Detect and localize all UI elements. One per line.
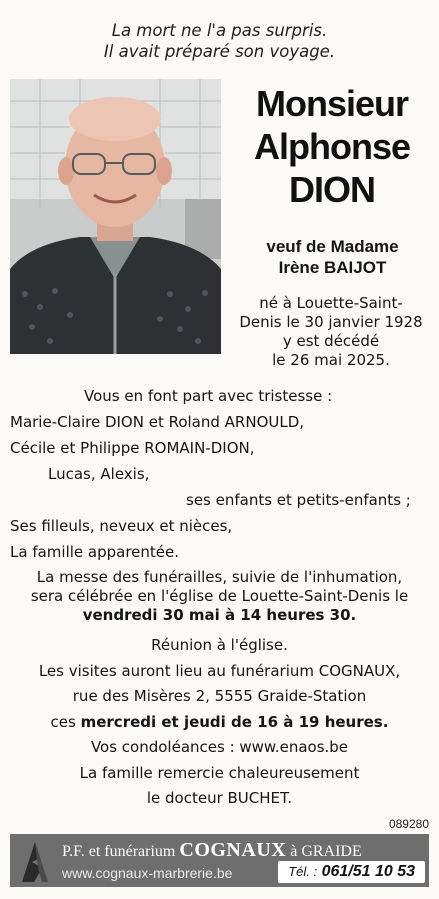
funeral-home-brand: COGNAUX [179,839,287,861]
funeral-line: La messe des funérailles, suivie de l'inhumation, [36,568,403,586]
birth-line: né à Louette-Saint- [259,294,403,312]
epigraph-line: La mort ne l'a pas surpris. [111,21,328,40]
funeral-info [0,568,439,625]
funeral-home-logo-icon [16,838,54,883]
deceased-first-name: Alphonse [253,126,410,167]
reference-number: 089280 [388,817,429,831]
funeral-date [0,606,439,625]
thanks-line: le docteur BUCHET. [146,789,293,807]
deceased-title: Monsieur [255,83,408,124]
family-line: Marie-Claire DION et Roland ARNOULD, [10,413,305,431]
epigraph [0,20,439,62]
condolences-line: Vos condoléances : www.enaos.be [90,738,349,756]
widow-line: Irène BAIJOT [278,258,387,277]
funeral-home-banner [10,834,429,887]
family-intro: Vous en font part avec tristesse : [84,387,333,405]
deceased-last-name: DION [289,169,375,210]
birth-death-info [232,294,430,370]
epigraph-line: Il avait préparé son voyage. [103,42,336,61]
visit-hours-prefix: ces [50,712,81,731]
phone-number[interactable]: 061/51 10 53 [321,863,415,880]
birth-line: Denis le 30 janvier 1928 [239,313,423,331]
funeral-date-bold: vendredi 30 mai à 14 heures 30. [82,606,357,624]
family-line: Lucas, Alexis, [48,465,150,483]
funeral-home-website[interactable]: www.cognaux-marbrerie.be [62,865,233,881]
family-line: ses enfants et petits-enfants ; [186,491,411,509]
visit-hours-bold: mercredi et jeudi de 16 à 19 heures. [80,712,389,731]
visit-info [0,633,439,812]
family-line: La famille apparentée. [10,543,180,561]
funeral-line: sera célébrée en l'église de Louette-Saint-Denis le [30,587,409,605]
funeral-home-prefix: P.F. et funérarium [62,843,176,860]
family-announcement [0,383,439,565]
address-line: rue des Misères 2, 5555 Graide-Station [72,687,367,705]
family-line: Ses filleuls, neveux et nièces, [10,517,233,535]
widow-of [240,236,425,278]
phone-badge[interactable] [278,861,425,883]
family-line: Cécile et Philippe ROMAIN-DION, [10,439,255,457]
death-line: y est décédé [282,332,380,350]
visit-hours [0,710,439,736]
gathering-line: Réunion à l'église. [151,636,288,654]
deceased-name [232,82,432,211]
portrait-illustration [10,79,221,354]
phone-label: Tél. : [288,864,318,879]
thanks-line: La famille remercie chaleureusement [79,763,360,782]
widow-line: veuf de Madame [266,237,399,256]
portrait-photo [10,79,221,354]
funeral-home-location: à GRAIDE [290,843,362,860]
death-date-line: le 26 mai 2025. [272,351,390,369]
visit-line: Les visites auront lieu au funérarium COGNAUX, [38,661,401,680]
